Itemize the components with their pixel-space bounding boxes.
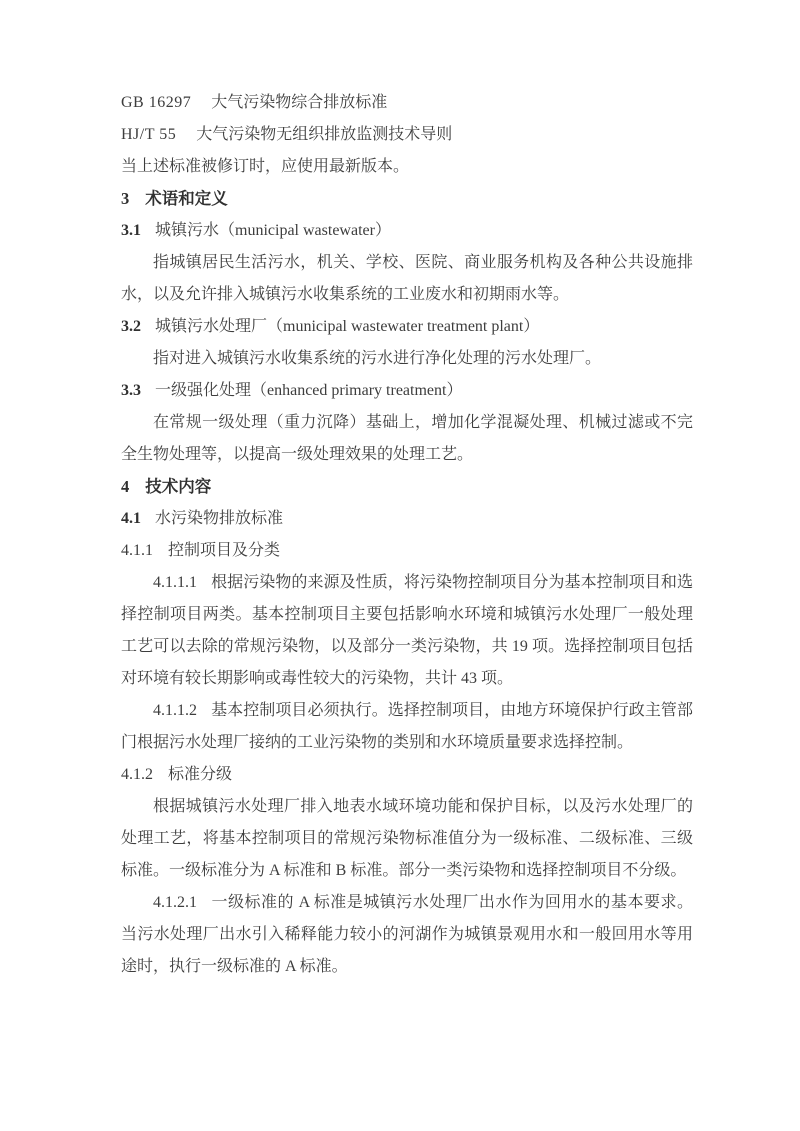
term-3-1-title: 城镇污水（municipal wastewater） bbox=[155, 222, 391, 239]
revision-note: 当上述标准被修订时，应使用最新版本。 bbox=[121, 158, 410, 175]
reference-line bbox=[121, 119, 693, 151]
section-3-heading bbox=[121, 183, 693, 215]
paragraph-4-1-1-1-number: 4.1.1.1 bbox=[153, 574, 197, 591]
subsection-4-1-2-title: 标准分级 bbox=[168, 766, 233, 783]
term-3-2-title: 城镇污水处理厂（municipal wastewater treatment plant） bbox=[155, 318, 540, 335]
term-3-3-number: 3.3 bbox=[121, 382, 141, 399]
subsection-4-1-title: 水污染物排放标准 bbox=[155, 510, 284, 527]
paragraph-4-1-2-1-text: 一级标准的 A 标准是城镇污水处理厂出水作为回用水的基本要求。当污水处理厂出水引入稀释能力较小的河湖作为城镇景观用水和一般回用水等用途时，执行一级标准的 A 标准。 bbox=[121, 894, 693, 975]
term-3-2-number: 3.2 bbox=[121, 318, 141, 335]
term-3-3-definition: 在常规一级处理（重力沉降）基础上，增加化学混凝处理、机械过滤或不完全生物处理等，以提高一级处理效果的处理工艺。 bbox=[121, 414, 693, 463]
section-4-title: 技术内容 bbox=[145, 477, 212, 496]
subsection-4-1-1-title: 控制项目及分类 bbox=[168, 542, 281, 559]
subsection-4-1-1 bbox=[121, 535, 693, 567]
document-content bbox=[121, 87, 693, 983]
term-3-2 bbox=[121, 311, 693, 343]
reference-title: 大气污染物无组织排放监测技术导则 bbox=[196, 126, 453, 143]
term-3-1 bbox=[121, 215, 693, 247]
paragraph-4-1-2: 根据城镇污水处理厂排入地表水域环境功能和保护目标，以及污水处理厂的处理工艺，将基本控制项目的常规污染物标准值分为一级标准、二级标准、三级标准。一级标准分为 A 标准和 B 标准。部分一类污染物和选择控制项目不分级。 bbox=[121, 798, 693, 879]
section-3-number: 3 bbox=[121, 189, 130, 208]
reference-line bbox=[121, 87, 693, 119]
subsection-4-1-2 bbox=[121, 759, 693, 791]
paragraph-4-1-2-1-number: 4.1.2.1 bbox=[153, 894, 197, 911]
term-3-1-number: 3.1 bbox=[121, 222, 141, 239]
term-3-1-definition: 指城镇居民生活污水，机关、学校、医院、商业服务机构及各种公共设施排水，以及允许排入城镇污水收集系统的工业废水和初期雨水等。 bbox=[121, 254, 693, 303]
subsection-4-1-1-number: 4.1.1 bbox=[121, 542, 153, 559]
paragraph-4-1-1-1-text: 根据污染物的来源及性质，将污染物控制项目分为基本控制项目和选择控制项目两类。基本控制项目主要包括影响水环境和城镇污水处理厂一般处理工艺可以去除的常规污染物，以及部分一类污染物，共 19 项。选择控制项目包括对环境有较长期影响或毒性较大的污染物，共计 43 项。 bbox=[121, 574, 693, 687]
reference-code: GB 16297 bbox=[121, 94, 192, 111]
term-3-3-title: 一级强化处理（enhanced primary treatment） bbox=[155, 382, 463, 399]
paragraph-4-1-1-2-text: 基本控制项目必须执行。选择控制项目，由地方环境保护行政主管部门根据污水处理厂接纳的工业污染物的类别和水环境质量要求选择控制。 bbox=[121, 702, 693, 751]
section-4-number: 4 bbox=[121, 477, 130, 496]
paragraph-4-1-1-2 bbox=[121, 695, 693, 759]
reference-code: HJ/T 55 bbox=[121, 126, 177, 143]
paragraph-4-1-1-2-number: 4.1.1.2 bbox=[153, 702, 197, 719]
subsection-4-1-number: 4.1 bbox=[121, 510, 141, 527]
subsection-4-1-2-number: 4.1.2 bbox=[121, 766, 153, 783]
reference-title: 大气污染物综合排放标准 bbox=[211, 94, 388, 111]
paragraph-4-1-2-1 bbox=[121, 887, 693, 983]
term-3-3 bbox=[121, 375, 693, 407]
paragraph-4-1-1-1 bbox=[121, 567, 693, 695]
section-3-title: 术语和定义 bbox=[145, 189, 228, 208]
section-4-heading bbox=[121, 471, 693, 503]
subsection-4-1 bbox=[121, 503, 693, 535]
term-3-2-definition: 指对进入城镇污水收集系统的污水进行净化处理的污水处理厂。 bbox=[153, 350, 602, 367]
